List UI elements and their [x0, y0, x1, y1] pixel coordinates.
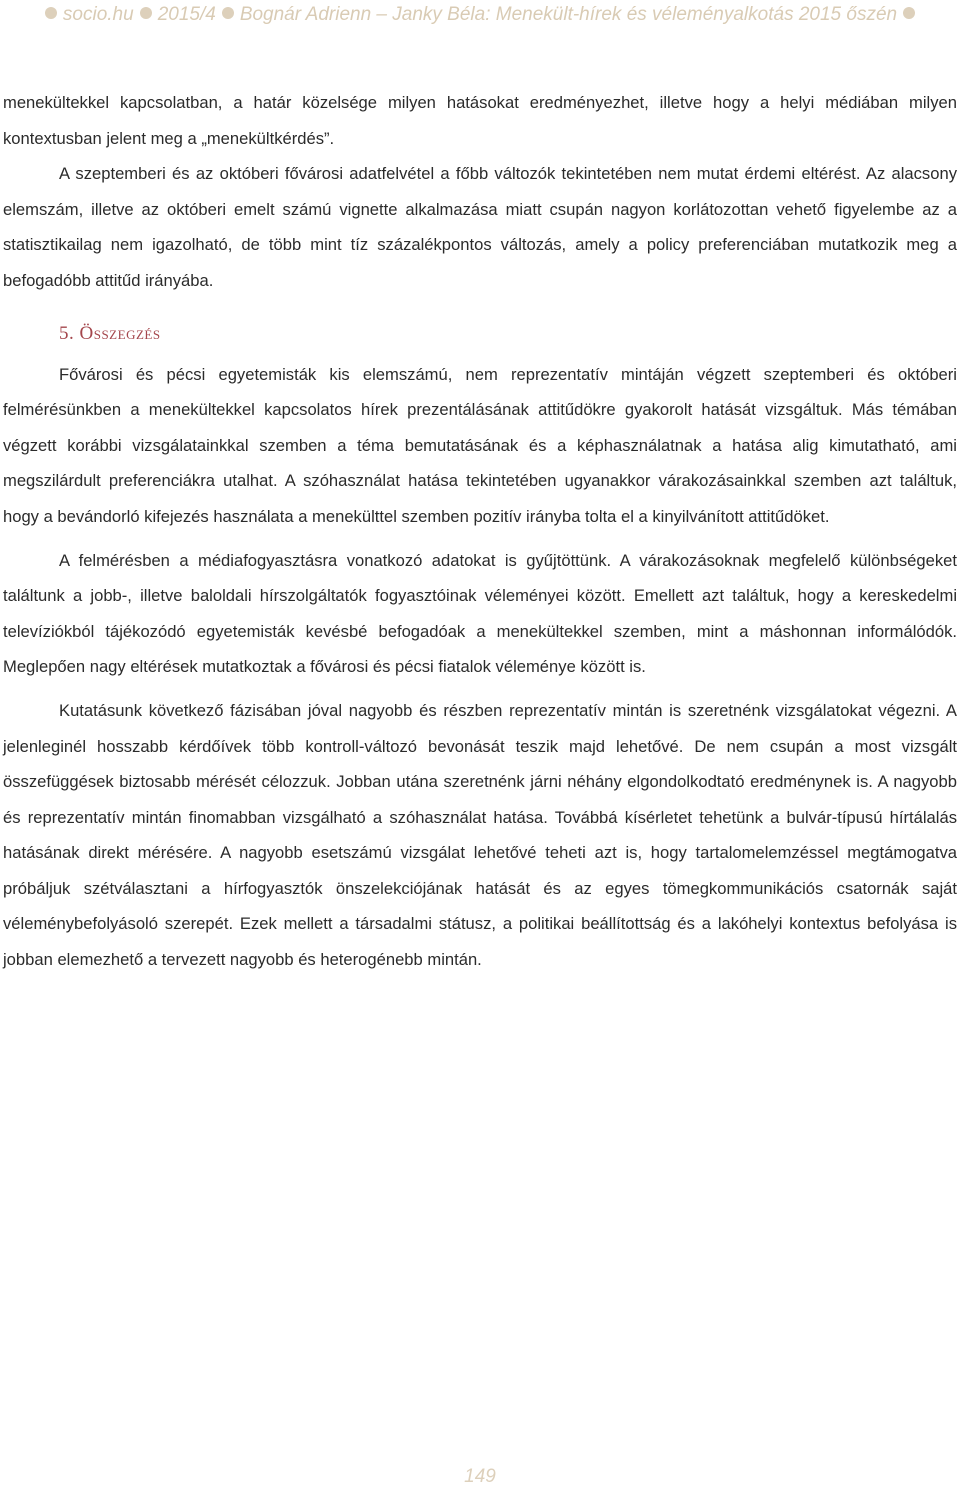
- page-number: 149: [464, 1466, 496, 1487]
- bullet-dot-icon: [45, 7, 57, 19]
- paragraph-summary-findings: Fővárosi és pécsi egyetemisták kis elemszámú, nem reprezentatív mintáján végzett szeptemberi és októberi felmérésünkben a menekültekkel kapcsolatos hírek prezentálásának attitűdökre gyakorolt hatását vizsgáltuk. Más témában végzett korábbi vizsgálatainkkal szemben a téma bemutatásának és a képhasználatnak a hatása alig kimutatható, ami megszilárdult preferenciákra utalhat. A szóhasználat hatása tekintetében ugyanakkor várakozásainkkal szemben azt találtuk, hogy a bevándorló kifejezés használata a menekülttel szemben pozitív irányba tolta el a kinyilvánított attitűdöket.: [3, 364, 957, 526]
- bullet-dot-icon: [903, 7, 915, 19]
- header-citation: Bognár Adrienn – Janky Béla: Menekült-hírek és véleményalkotás 2015 őszén: [239, 4, 898, 25]
- section-title: Összegzés: [79, 322, 161, 344]
- paragraph-future-research: Kutatásunk következő fázisában jóval nagyobb és részben reprezentatív mintán is szeretnénk vizsgálatokat végezni. A jelenleginél hosszabb kérdőívek több kontroll-változó bevonását teszik majd lehetővé. De nem csupán a most vizsgált összefüggések biztosabb mérését célozzuk. Jobban utána szeretnénk járni néhány elgondolkodtató eredménynek is. A nagyobb és reprezentatív mintán finomabban vizsgálható a szóhasználat hatása. Továbbá kísérletet tehetünk a bulvár-típusú hírtálalás hatásának direkt mérésére. A nagyobb esetszámú vizsgálat lehetővé teheti azt is, hogy tartalomelemzéssel megtámogatva próbáljuk szétválasztani a hírfogyasztók önszelekciójának hatását és az egyes tömegkommunikációs csatornák saját véleménybefolyásoló szerepét. Ezek mellett a társadalmi státusz, a politikai beállítottság és a lakóhelyi kontextus befolyása is jobban elemezhető a tervezett nagyobb és heterogénebb mintán.: [3, 700, 957, 970]
- section-number: 5.: [59, 322, 75, 344]
- paragraph-survey-comparison: A szeptemberi és az októberi fővárosi adatfelvétel a főbb változók tekintetében nem mutat érdemi eltérést. Az alacsony elemszám, illetve az októberi emelt számú vignette alkalmazása miatt csupán nagyon korlátozottan vehető figyelembe az a statisztikailag nem igazolható, de több mint tíz százalékpontos változás, amely a policy preferenciában mutatkozik meg a befogadóbb attitűd irányába.: [3, 164, 957, 290]
- bullet-dot-icon: [140, 7, 152, 19]
- running-header: [0, 4, 960, 26]
- bullet-dot-icon: [222, 7, 234, 19]
- paragraph-continuation: menekültekkel kapcsolatban, a határ közelsége milyen hatásokat eredményezhet, illetve hogy a helyi médiában milyen kontextusban jelent meg a „menekültkérdés”.: [3, 93, 957, 148]
- article-body: [3, 85, 957, 978]
- paragraph-media-consumption: A felmérésben a médiafogyasztásra vonatkozó adatokat is gyűjtöttünk. A várakozásoknak megfelelő különbségeket találtunk a jobb-, illetve baloldali hírszolgáltatók fogyasztóinak véleményei között. Emellett azt találtuk, hogy a kereskedelmi televíziókból tájékozódó egyetemisták kevésbé befogadóak a menekültekkel szemben, mint a máshonnan informálódók. Meglepően nagy eltérések mutatkoztak a fővárosi és pécsi fiatalok véleménye között is.: [3, 550, 957, 677]
- header-site: socio.hu: [62, 4, 134, 25]
- section-heading: [59, 319, 957, 349]
- header-issue: 2015/4: [157, 4, 216, 25]
